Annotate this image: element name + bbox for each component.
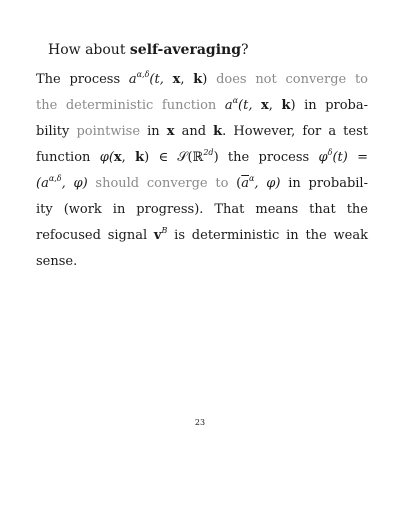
- heading-bold-term: self-averaging: [129, 42, 241, 58]
- line3-text-c: and: [174, 124, 214, 139]
- line2-args-close: ): [290, 98, 296, 113]
- line5-phi-2: , φ): [254, 176, 281, 191]
- heading-prefix: How about: [48, 42, 130, 58]
- line1-args-open: (t,: [149, 72, 173, 87]
- line5-phi: , φ): [61, 176, 88, 191]
- line1-vector-k: k: [193, 72, 203, 87]
- paragraph-line-2: [36, 93, 368, 119]
- line2-vector-k: k: [281, 98, 291, 113]
- line5-superscript: α,δ: [48, 174, 62, 183]
- line3-pointwise: pointwise: [76, 124, 141, 139]
- paragraph-line-7: [36, 223, 368, 249]
- line4-close: ): [213, 150, 219, 165]
- line3-vector-k: k: [213, 124, 223, 139]
- line1-comma: ,: [180, 72, 194, 87]
- line7-text-b: is deterministic in the weak: [167, 228, 368, 243]
- line4-superscript-delta: δ: [327, 148, 333, 157]
- paragraph-line-4: [36, 145, 368, 171]
- line1-superscript: α,δ: [136, 70, 150, 79]
- line2-symbol-a: a: [224, 98, 233, 113]
- line8-text: sense.: [36, 254, 78, 269]
- line7-text-a: refocused signal: [36, 228, 154, 243]
- line7-superscript: B: [161, 226, 168, 235]
- page-heading: [48, 40, 249, 60]
- line6-text: ity (work in progress). That means that the: [36, 202, 368, 217]
- line4-text-b: the process: [218, 150, 319, 165]
- line4-phi-delta: φ: [318, 150, 328, 165]
- line3-text-b: in: [140, 124, 167, 139]
- line5-text-b: in probabil-: [280, 176, 368, 191]
- line2-args-open: (t,: [238, 98, 262, 113]
- line4-text-a: function: [36, 150, 100, 165]
- heading-suffix: ?: [240, 42, 249, 58]
- line3-vector-x: x: [166, 124, 175, 139]
- line1-text-a: The process: [36, 72, 129, 87]
- line2-text-b: in proba-: [295, 98, 369, 113]
- line2-text-a: the deterministic function: [36, 98, 225, 113]
- line4-superscript: 2d: [203, 148, 214, 157]
- line4-vector-x: x: [113, 150, 122, 165]
- line3-text-a: bility: [36, 124, 77, 139]
- paragraph-line-1: [36, 67, 368, 93]
- paragraph-line-8: [36, 249, 368, 275]
- line5-superscript-alpha: α: [249, 174, 255, 183]
- line5-text-a: should converge to: [87, 176, 237, 191]
- line4-vector-k: k: [135, 150, 145, 165]
- line4-text-c: (t) =: [332, 150, 368, 165]
- line1-args-close: ): [202, 72, 208, 87]
- paragraph-line-6: [36, 197, 368, 223]
- line2-vector-x: x: [261, 98, 269, 113]
- line5-open: (a: [36, 176, 49, 191]
- paragraph-line-5: [36, 171, 368, 197]
- line4-phi: φ(: [99, 150, 114, 165]
- line7-vector-v: v: [153, 228, 162, 243]
- line2-superscript: α: [232, 96, 239, 105]
- line2-comma: ,: [268, 98, 282, 113]
- line5-abar: $\overline{a}$: [241, 176, 250, 191]
- line1-text-b: does not converge to: [207, 72, 369, 87]
- line4-schwartz-space: ) ∈ 𝒮(ℝ: [144, 150, 204, 165]
- line4-comma: ,: [121, 150, 136, 165]
- line3-text-d: . However, for a test: [222, 124, 368, 139]
- line5-open-2: (: [236, 176, 242, 191]
- body-paragraph: [36, 67, 368, 275]
- line1-vector-x: x: [172, 72, 181, 87]
- line1-symbol-a: a: [128, 72, 137, 87]
- paragraph-line-3: [36, 119, 368, 145]
- page-number: 23: [194, 418, 206, 427]
